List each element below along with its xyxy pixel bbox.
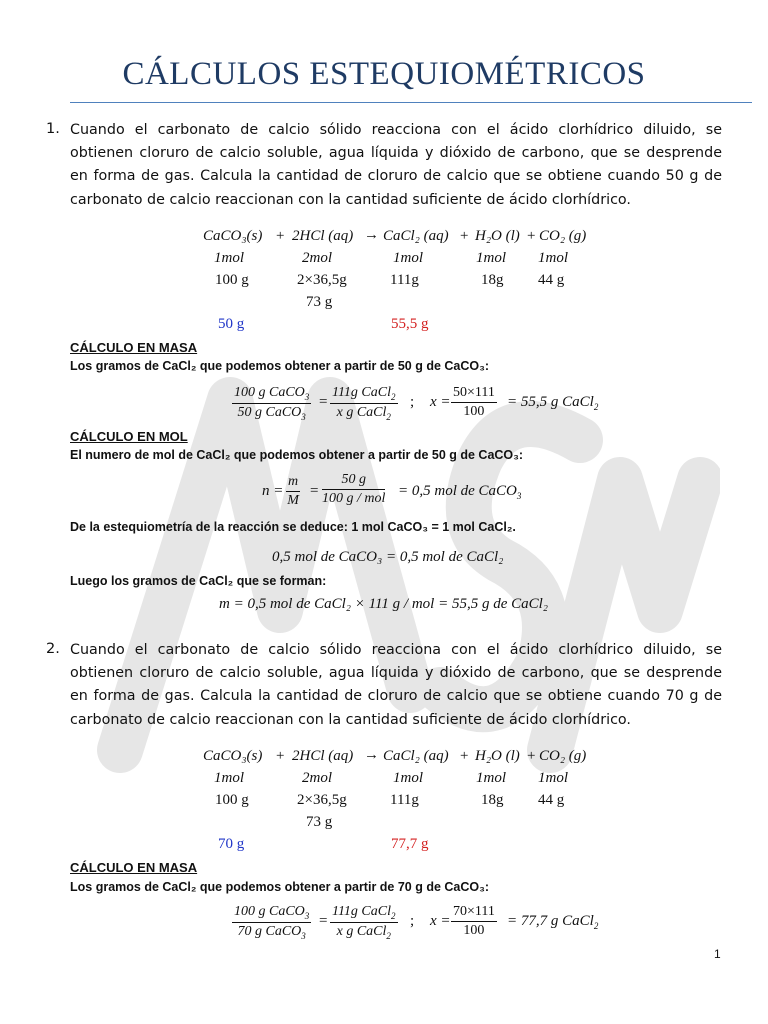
fraction-numerator: 111g CaCl xyxy=(332,385,391,400)
fraction-denominator: x g CaCl xyxy=(336,923,387,939)
fraction-denominator: 100 g / mol xyxy=(322,491,386,506)
n-result: = 0,5 mol de CaCO$_3$ xyxy=(398,483,522,501)
fraction-n xyxy=(322,472,385,507)
mass-h2o: 18g xyxy=(481,272,504,288)
plus-sign: + xyxy=(527,228,536,244)
mass-hcl: 2×36,5g xyxy=(297,272,347,288)
fraction-denominator: 50 g CaCO xyxy=(237,404,302,420)
problem-2-number: 2. xyxy=(46,641,60,657)
equals-sign: = xyxy=(319,913,328,929)
page-number: 1 xyxy=(714,947,721,961)
mass-cacl2: 111g xyxy=(390,792,419,808)
mol-statement: El numero de mol de CaCl₂ que podemos obtener a partir de 50 g de CaCO₃: xyxy=(70,448,524,462)
plus-sign: + xyxy=(460,228,469,244)
given-mass: 70 g xyxy=(218,836,245,852)
fraction-numerator: 50×111 xyxy=(451,385,497,403)
reactant-caco3: CaCO₃(s) xyxy=(203,748,263,764)
x-result: = 55,5 g CaCl$_2$ xyxy=(507,394,599,412)
mass-cacl2: 111g xyxy=(390,272,419,288)
reactant-caco3: CaCO₃(s) xyxy=(203,228,263,244)
masa-statement: Los gramos de CaCl₂ que podemos obtener a partir de 50 g de CaCO₃: xyxy=(70,359,490,373)
fraction-m-over-M xyxy=(286,474,300,509)
mass-hcl: 2×36,5g xyxy=(297,792,347,808)
title-divider xyxy=(70,102,752,103)
product-co2: CO₂ (g) xyxy=(539,228,587,244)
mol-cacl2: 1mol xyxy=(393,770,423,786)
x-result-text: = 55,5 g CaCl xyxy=(507,394,594,410)
mass-hcl-total: 73 g xyxy=(306,294,333,310)
product-co2: CO₂ (g) xyxy=(539,748,587,764)
mass-caco3: 100 g xyxy=(215,272,249,288)
product-cacl2: CaCl₂ (aq) xyxy=(383,228,449,244)
problem-1-text: Cuando el carbonato de calcio sólido reacciona con el ácido clorhídrico diluido, se obtienen cloruro de calcio soluble, agua líquida y dióxido de carbono, que se desprende en forma de gas. Calcula la cantidad de cloruro de calcio que se obtiene cuando 50 g de carbonato de calcio reaccionan con la cantidad suficiente de ácido clorhídrico. xyxy=(70,122,722,208)
problem-1-number: 1. xyxy=(46,121,60,137)
mol-caco3: 1mol xyxy=(214,250,244,266)
given-mass: 50 g xyxy=(218,316,245,332)
x-result: = 77,7 g CaCl$_2$ xyxy=(507,913,599,931)
fraction-cacl2: 111g CaCl$_2$ x g CaCl$_2$ xyxy=(332,385,396,422)
mass-result-equation: m = 0,5 mol de CaCl₂ × 111 g / mol = 55,5 g de CaCl₂ xyxy=(219,596,548,612)
heading-calculo-masa: CÁLCULO EN MASA xyxy=(70,860,198,875)
mol-caco3: 1mol xyxy=(214,770,244,786)
fraction-x xyxy=(451,904,497,939)
product-h2o: H₂O (l) xyxy=(475,228,520,244)
fraction-numerator: 111g CaCl xyxy=(332,904,391,919)
mol-h2o: 1mol xyxy=(476,250,506,266)
plus-sign: + xyxy=(276,228,285,244)
mass-caco3: 100 g xyxy=(215,792,249,808)
reaction-arrow: → xyxy=(364,227,379,243)
fraction-denominator: 100 xyxy=(463,923,485,938)
fraction-numerator: 70×111 xyxy=(451,904,497,922)
mol-co2: 1mol xyxy=(538,250,568,266)
n-result-text: = 0,5 mol de CaCO xyxy=(398,483,517,499)
plus-sign: + xyxy=(460,748,469,764)
x-label: x = xyxy=(430,913,451,929)
fraction-denominator: x g CaCl xyxy=(336,404,387,420)
mol-hcl: 2mol xyxy=(302,770,332,786)
equals-sign: = xyxy=(310,483,319,499)
problem-2-text: Cuando el carbonato de calcio sólido reacciona con el ácido clorhídrico diluido, se obtienen cloruro de calcio soluble, agua líquida y dióxido de carbono, que se desprende en forma de gas. Calcula la cantidad de cloruro de calcio que se obtiene cuando 70 g de carbonato de calcio reaccionan con la cantidad suficiente de ácido clorhídrico. xyxy=(70,642,722,728)
reactant-hcl: 2HCl (aq) xyxy=(292,748,354,764)
mol-co2: 1mol xyxy=(538,770,568,786)
plus-sign: + xyxy=(276,748,285,764)
result-mass: 77,7 g xyxy=(391,836,429,852)
result-mass: 55,5 g xyxy=(391,316,429,332)
heading-calculo-mol: CÁLCULO EN MOL xyxy=(70,429,188,444)
x-label: x = xyxy=(430,394,451,410)
mass-co2: 44 g xyxy=(538,792,565,808)
stoichiometry-statement: De la estequiometría de la reacción se deduce: 1 mol CaCO₃ = 1 mol CaCl₂. xyxy=(70,520,516,534)
luego-statement: Luego los gramos de CaCl₂ que se forman: xyxy=(70,574,327,588)
mol-h2o: 1mol xyxy=(476,770,506,786)
product-cacl2: CaCl₂ (aq) xyxy=(383,748,449,764)
mass-co2: 44 g xyxy=(538,272,565,288)
equals-sign: = xyxy=(319,394,328,410)
reactant-hcl: 2HCl (aq) xyxy=(292,228,354,244)
fraction-numerator: 100 g CaCO xyxy=(234,385,305,400)
fraction-cacl2: 111g CaCl$_2$ x g CaCl$_2$ xyxy=(332,904,396,941)
fraction-numerator: m xyxy=(286,474,300,492)
separator: ; xyxy=(410,394,415,410)
separator: ; xyxy=(410,913,415,929)
mol-cacl2: 1mol xyxy=(393,250,423,266)
masa-statement: Los gramos de CaCl₂ que podemos obtener a partir de 70 g de CaCO₃: xyxy=(70,880,490,894)
n-label: n = xyxy=(262,483,284,499)
fraction-caco3: 100 g CaCO$_3$ 50 g CaCO$_3$ xyxy=(234,385,310,422)
product-h2o: H₂O (l) xyxy=(475,748,520,764)
mol-hcl: 2mol xyxy=(302,250,332,266)
fraction-x xyxy=(451,385,497,420)
fraction-denominator: 70 g CaCO xyxy=(237,923,302,939)
fraction-caco3: 100 g CaCO$_3$ 70 g CaCO$_3$ xyxy=(234,904,310,941)
mass-hcl-total: 73 g xyxy=(306,814,333,830)
reaction-arrow: → xyxy=(364,747,379,763)
stoichiometry-equation: 0,5 mol de CaCO₃ = 0,5 mol de CaCl₂ xyxy=(272,549,504,565)
heading-calculo-masa: CÁLCULO EN MASA xyxy=(70,340,198,355)
plus-sign: + xyxy=(527,748,536,764)
x-result-text: = 77,7 g CaCl xyxy=(507,913,594,929)
page-title: CÁLCULOS ESTEQUIOMÉTRICOS xyxy=(122,56,646,92)
fraction-numerator: 100 g CaCO xyxy=(234,904,305,919)
fraction-denominator: 100 xyxy=(463,404,485,419)
fraction-numerator: 50 g xyxy=(322,472,385,490)
fraction-denominator: M xyxy=(287,493,299,508)
mass-h2o: 18g xyxy=(481,792,504,808)
